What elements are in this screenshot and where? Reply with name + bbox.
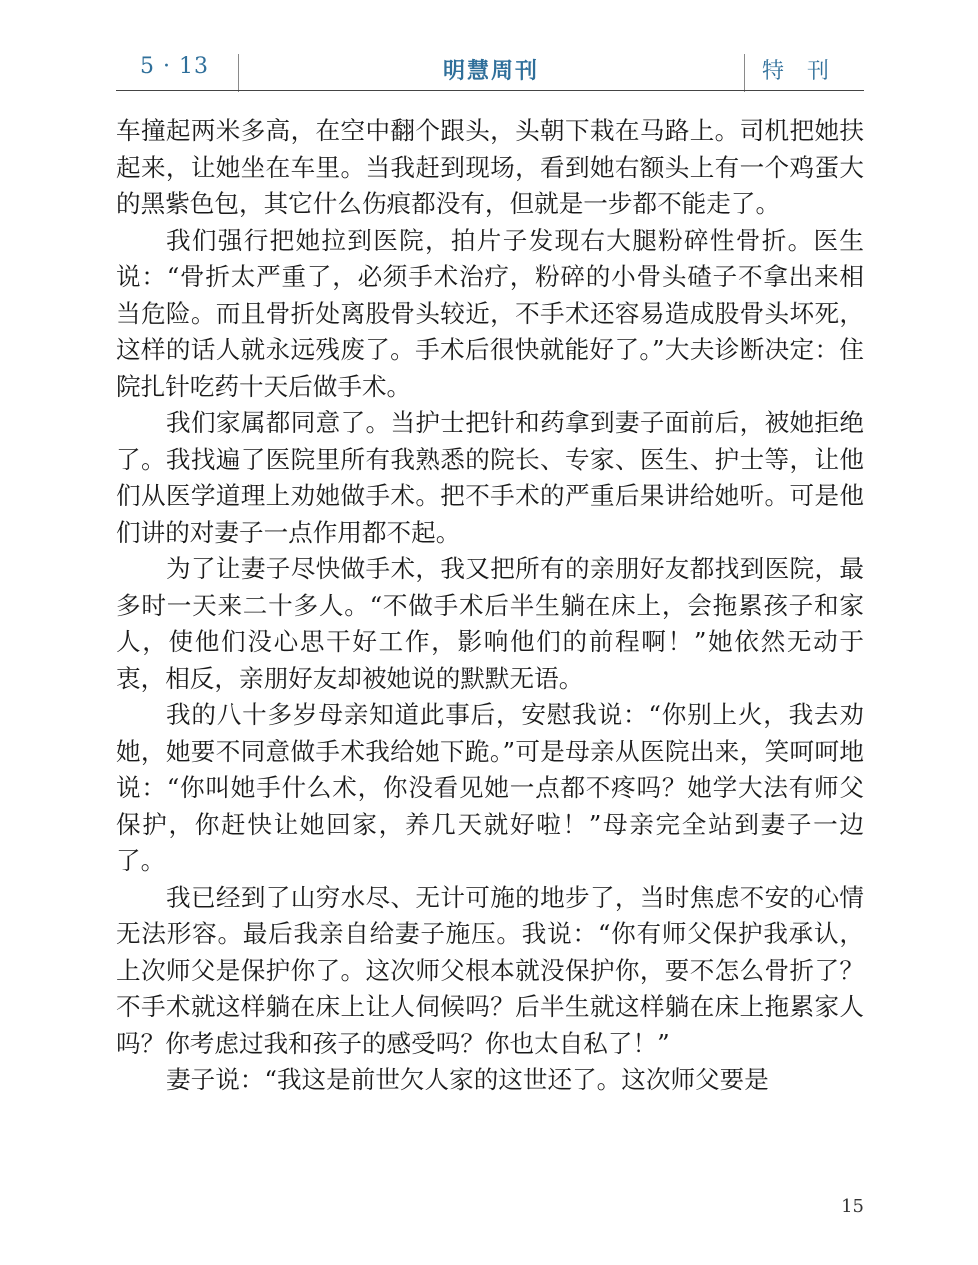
issue-number: 5 · 13 [140,54,209,79]
paragraph-4: 为了让妻子尽快做手术，我又把所有的亲朋好友都找到医院，最多时一天来二十多人。“不做手术后半生躺在床上，会拖累孩子和家人，使他们没心思干好工作，影响他们的前程啊！”她依然无动于衷，相反，亲朋好友却被她说的默默无语。 [116,554,864,693]
paragraph-2: 我们强行把她拉到医院，拍片子发现右大腿粉碎性骨折。医生说：“骨折太严重了，必须手术治疗，粉碎的小骨头碴子不拿出来相当危险。而且骨折处离股骨头较近，不手术还容易造成股骨头坏死，这样的话人就永远残废了。手术后很快就能好了。”大夫诊断决定：住院扎针吃药十天后做手术。 [116,225,864,401]
paragraph-5: 我的八十多岁母亲知道此事后，安慰我说：“你别上火，我去劝她，她要不同意做手术我给她下跪。”可是母亲从医院出来，笑呵呵地说：“你叫她手什么术，你没看见她一点都不疼吗？她学大法有师父保护，你赶快让她回家，养几天就好啦！”母亲完全站到妻子一边了。 [116,700,864,875]
paragraph-7: 妻子说：“我这是前世欠人家的这世还了。这次师父要是 [166,1065,769,1094]
section-label: 特 刊 [762,59,837,84]
header-divider-right [744,54,745,92]
article-body [116,113,864,1099]
page-number: 15 [841,1196,864,1217]
publication-title: 明慧周刊 [442,58,539,84]
paragraph-3: 我们家属都同意了。当护士把针和药拿到妻子面前后，被她拒绝了。我找遍了医院里所有我熟悉的院长、专家、医生、护士等，让他们从医学道理上劝她做手术。把不手术的严重后果讲给她听。可是他们讲的对妻子一点作用都不起。 [116,408,864,547]
paragraph-6: 我已经到了山穷水尽、无计可施的地步了，当时焦虑不安的心情无法形容。最后我亲自给妻子施压。我说：“你有师父保护我承认，上次师父是保护你了。这次师父根本就没保护你，要不怎么骨折了？不手术就这样躺在床上让人伺候吗？后半生就这样躺在床上拖累家人吗？你考虑过我和孩子的感受吗？你也太自私了！” [116,882,864,1058]
page-header [116,44,864,92]
paragraph-1: 车撞起两米多高，在空中翻个跟头，头朝下栽在马路上。司机把她扶起来，让她坐在车里。当我赶到现场，看到她右额头上有一个鸡蛋大的黑紫色包，其它什么伤痕都没有，但就是一步都不能走了。 [116,116,864,218]
header-rule [116,90,864,91]
